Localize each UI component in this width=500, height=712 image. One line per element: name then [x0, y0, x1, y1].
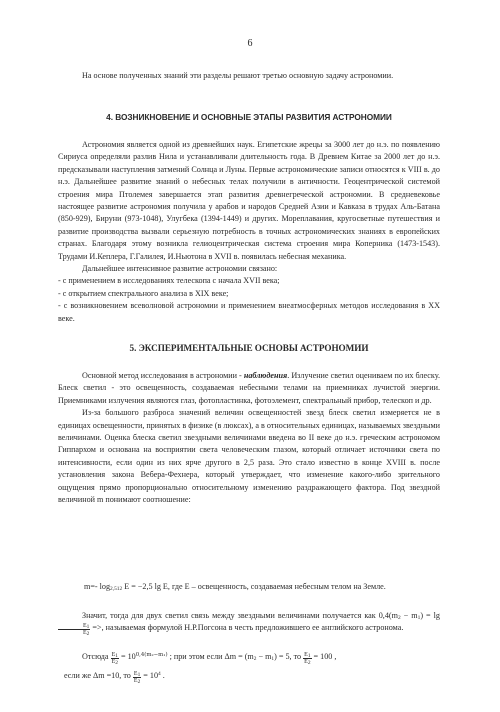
section-5-body	[58, 370, 440, 506]
formula-magnitude-definition: m=- $\log_{2,512} E = -2,5$ lg E, где E – освещенность, создаваемая небесным телом на Земле.	[84, 582, 386, 592]
section-4-paragraph-2: Дальнейшее интенсивное развитие астрономии связано:	[82, 264, 278, 274]
intro-paragraph: На основе полученных знаний эти разделы решают третью основную задачу астрономии.	[82, 71, 394, 80]
section-4-bullet-3: - с возникновением всеволновой астрономии и применением внеатмосферных методов исследования в XX веке.	[58, 301, 440, 323]
section-4-bullet-2: - с открытием спектрального анализа в XIX веке;	[58, 288, 229, 298]
page-number: 6	[247, 38, 253, 49]
section-4-paragraph-1: Астрономия является одной из древнейших наук. Египетские жрецы за 3000 лет до н.э. по появлению Сириуса определяли разлив Нила и устанавливали длительность года. В Древнем Китае за 2000 лет до н.э. предсказывали наступления затмений Солнца и Луны. Первые астрономические записи относятся к VIII в. до н.э. Дальнейшее развитие знаний о небесных телах получили в античности. Геоцентрической системой строения мира Птолемея завершается этап развития древнегреческой астрономии. В средневековье настоящее развитие астрономия получила у арабов и народов Средней Азии и Кавказа в трудах Аль-Батана (850-929), Бируни (973-1048), Улугбека (1394-1449) и других. Мореплавания, кругосветные путешествия и развитие производства вызвали серьезную потребность в точных астрономических знаниях в европейских странах. Благодаря этому возникла гелиоцентрическая система строения мира Коперника (1473-1543). Трудами И.Кеплера, Г.Галилея, И.Ньютона в XVII в. появилась небесная механика.	[58, 140, 440, 261]
formula-ratio: Отсюда $\frac{E_1}{E_2}$ = $10^{0,4(m_2-m_1)}$ ; при этом если $\Delta m = (m_2 - m_1) = 5$, то $\frac{E_1}{E_2}$ = 100 ,	[82, 651, 337, 666]
formula-ratio-10: если же Δm =10, то $\frac{E_1}{E_2}$ = $10^4$ .	[64, 670, 165, 685]
section-4-bullet-1: - с применением в исследованиях телескопа с начала XVII века;	[58, 276, 280, 286]
section-5-heading: 5. ЭКСПЕРИМЕНТАЛЬНЫЕ ОСНОВЫ АСТРОНОМИИ	[129, 343, 369, 353]
section-5-paragraph-2: Из-за большого разброса значений величин освещенностей звезд блеск светил измеряется не в единицах освещенности, принятых в физике (в люксах), а в относительных единицах, называемых звездными величинами. Оценка блеска светил звездными величинами введена во II веке до н.э. греческим астрономом Гиппархом и основана на восприятии света человеческим глазом, который отличает источники света по интенсивности, если один из них ярче другого в 2,5 раза. Это стало известно в конце XVIII в. после установления закона Вебера-Фехнера, который утверждает, что изменение какого-либо зрительного ощущения прямо пропорционально относительному изменению раздражающего фактора. Под звездной величиной m понимают соотношение:	[58, 408, 440, 505]
section-4-body	[58, 139, 440, 325]
fraction-e1-e2: $\frac{E_1}{E_2}$	[58, 623, 90, 637]
pogson-paragraph: Значит, тогда для двух светил связь между звездными величинами получается как $0,4(m_2 - m_1) = \lg$ $\frac{E_1}{E_2}$ =>, называемая формулой Н.Р.Погсона в честь предложившего ее английского астронома.	[58, 610, 440, 637]
section-5-paragraph-1: Основной метод исследования в астрономии - наблюдения. Излучение светил оцениваем по их блеску. Блеск светил - это освещенность, создаваемая небесными телами на приемниках лучистой энергии. Приемниками излучения являются глаз, фотопластинка, фотоэлемент, спектральный прибор, телескоп и др.	[58, 371, 440, 405]
emphasis-observations: наблюдения	[243, 371, 288, 380]
section-4-heading: 4. ВОЗНИКНОВЕНИЕ И ОСНОВНЫЕ ЭТАПЫ РАЗВИТИЯ АСТРОНОМИИ	[106, 112, 392, 122]
